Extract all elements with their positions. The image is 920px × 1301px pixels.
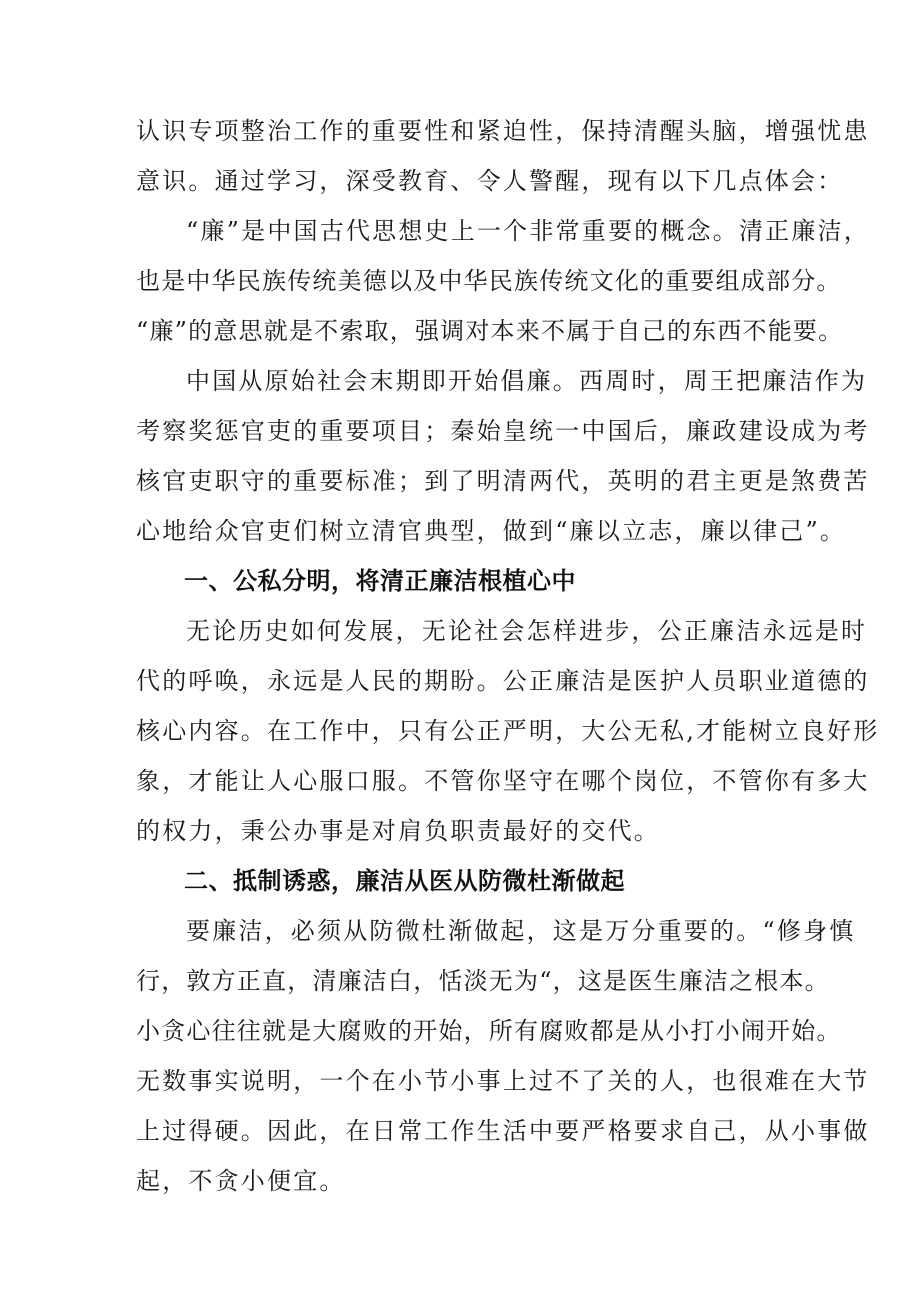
text-line: 起，不贪小便宜。 <box>136 1167 346 1195</box>
text-line: 代的呼唤，永远是人民的期盼。公正廉洁是医护人员职业道德的 <box>136 667 870 695</box>
text-line: 要廉洁，必须从防微杜渐做起，这是万分重要的。“修身慎 <box>186 917 856 945</box>
text-line: 考察奖惩官吏的重要项目；秦始皇统一中国后，廉政建设成为考 <box>136 417 870 445</box>
text-line: 无论历史如何发展，无论社会怎样进步，公正廉洁永远是时 <box>186 617 868 645</box>
section-heading-2: 二、抵制诱惑，廉洁从医从防微杜渐做起 <box>184 867 625 895</box>
text-line: 认识专项整治工作的重要性和紧迫性，保持清醒头脑，增强忧患 <box>136 117 870 145</box>
text-line: 核官吏职守的重要标准；到了明清两代，英明的君主更是煞费苦 <box>136 467 870 495</box>
text-line: 也是中华民族传统美德以及中华民族传统文化的重要组成部分。 <box>136 267 842 295</box>
text-line: 无数事实说明，一个在小节小事上过不了关的人，也很难在大节 <box>136 1067 870 1095</box>
text-line: 小贪心往往就是大腐败的开始，所有腐败都是从小打小闹开始。 <box>136 1017 842 1045</box>
text-line: 行，敦方正直，清廉洁白，恬淡无为“，这是医生廉洁之根本。 <box>136 967 830 995</box>
section-heading-1: 一、公私分明，将清正廉洁根植心中 <box>184 567 576 595</box>
text-line: 中国从原始社会末期即开始倡廉。西周时，周王把廉洁作为 <box>186 367 868 395</box>
text-line: “廉”的意思就是不索取，强调对本来不属于自己的东西不能要。 <box>136 317 844 345</box>
text-line: 意识。通过学习，深受教育、令人警醒，现有以下几点体会： <box>136 167 844 195</box>
text-line: 上过得硬。因此，在日常工作生活中要严格要求自己，从小事做 <box>136 1117 870 1145</box>
text-line: 核心内容。在工作中，只有公正严明，大公无私,才能树立良好形 <box>136 717 880 745</box>
text-line: 心地给众官吏们树立清官典型，做到“廉以立志，廉以律己”。 <box>136 517 847 545</box>
text-line: 象，才能让人心服口服。不管你坚守在哪个岗位，不管你有多大 <box>136 767 870 795</box>
text-line: “廉”是中国古代思想史上一个非常重要的概念。清正廉洁， <box>186 217 870 245</box>
text-line: 的权力，秉公办事是对肩负职责最好的交代。 <box>136 817 660 845</box>
